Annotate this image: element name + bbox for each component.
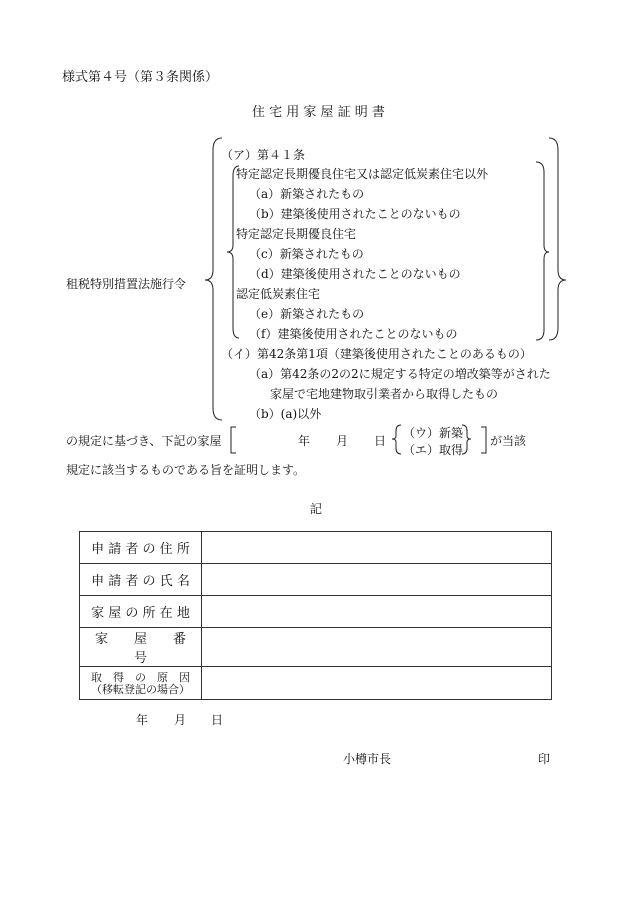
table-row bbox=[80, 667, 552, 700]
acquisition-cause-label bbox=[80, 667, 202, 700]
statement-line2: 規定に該当するものである旨を証明します。 bbox=[66, 463, 306, 477]
house-location-value bbox=[202, 596, 552, 628]
applicant-address-value bbox=[202, 532, 552, 564]
provision-g3-e: （e）新築されたもの bbox=[249, 307, 365, 321]
ki-label: 記 bbox=[310, 502, 323, 516]
provision-a-header: （ア）第４１条 bbox=[221, 148, 306, 162]
applicant-address-label: 申 請 者 の 住 所 bbox=[80, 532, 202, 564]
provision-g2-c: （c）新築されたもの bbox=[249, 247, 364, 261]
issue-year: 年 bbox=[136, 713, 149, 727]
provision-g1-a: （a）新築されたもの bbox=[249, 187, 365, 201]
acquisition-cause-sub: （移転登記の場合） bbox=[91, 682, 190, 696]
provision-i-a-line2: 家屋で宅地建物取引業者から取得したもの bbox=[270, 387, 499, 401]
table-row bbox=[80, 628, 552, 667]
provision-i-b: （b）(a)以外 bbox=[249, 407, 322, 421]
house-number-label: 家 屋 番 号 bbox=[80, 628, 202, 667]
statement-month: 月 bbox=[336, 434, 349, 448]
issue-day: 日 bbox=[211, 713, 224, 727]
applicant-table bbox=[79, 531, 552, 700]
provision-group1: 特定認定長期優良住宅又は認定低炭素住宅以外 bbox=[236, 167, 489, 181]
provision-g1-b: （b）建築後使用されたことのないもの bbox=[249, 207, 461, 221]
applicant-name-value bbox=[202, 564, 552, 596]
statement-prefix: の規定に基づき、下記の家屋 bbox=[66, 434, 222, 448]
acquisition-cause-value bbox=[202, 667, 552, 700]
provision-group2: 特定認定長期優良住宅 bbox=[236, 227, 357, 241]
provision-g2-d: （d）建築後使用されたことのないもの bbox=[249, 267, 461, 281]
mayor-title: 小樽市長 bbox=[343, 752, 392, 766]
issue-month: 月 bbox=[174, 713, 187, 727]
statement-day: 日 bbox=[374, 434, 387, 448]
provision-group3: 認定低炭素住宅 bbox=[236, 287, 321, 301]
provision-i-header: （イ）第42条第1項（建築後使用されたことのあるもの） bbox=[221, 347, 532, 361]
acquisition-cause-main: 取 得 の 原 因 bbox=[91, 670, 190, 684]
provision-g3-f: （f）建築後使用されたことのないもの bbox=[249, 327, 458, 341]
applicant-name-label: 申 請 者 の 氏 名 bbox=[80, 564, 202, 596]
table-row bbox=[80, 564, 552, 596]
option-shutoku: （エ）取得 bbox=[403, 443, 464, 457]
law-name: 租税特別措置法施行令 bbox=[66, 277, 187, 291]
document-title: 住 宅 用 家 屋 証 明 書 bbox=[252, 105, 385, 120]
statement-year: 年 bbox=[298, 434, 311, 448]
table-row bbox=[80, 596, 552, 628]
seal-mark: 印 bbox=[538, 752, 551, 766]
form-number: 様式第４号（第３条関係） bbox=[62, 70, 219, 85]
option-shinchiku: （ウ）新築 bbox=[403, 426, 464, 440]
provision-i-a-line1: （a）第42条の2の2に規定する特定の増改築等がされた bbox=[249, 367, 551, 381]
house-location-label: 家 屋 の 所 在 地 bbox=[80, 596, 202, 628]
house-number-value bbox=[202, 628, 552, 667]
table-row bbox=[80, 532, 552, 564]
statement-suffix: が当該 bbox=[490, 434, 527, 448]
